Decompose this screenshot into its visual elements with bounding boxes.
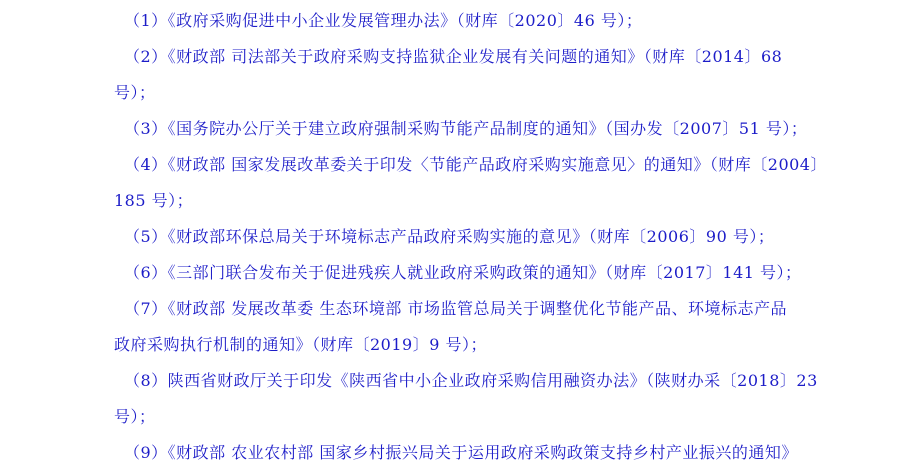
- document-line: 号）；: [114, 83, 156, 102]
- regulation-list: [114, 3, 827, 471]
- document-line: （3）《国务院办公厅关于建立政府强制采购节能产品制度的通知》（国办发〔2007〕51 号）；: [124, 119, 808, 138]
- document-line: （6）《三部门联合发布关于促进残疾人就业政府采购政策的通知》（财库〔2017〕141 号）；: [124, 263, 802, 282]
- document-line: （7）《财政部 发展改革委 生态环境部 市场监管总局关于调整优化节能产品、环境标志产品: [124, 299, 787, 318]
- document-line: （2）《财政部 司法部关于政府采购支持监狱企业发展有关问题的通知》（财库〔2014〕68: [124, 47, 783, 66]
- document-line: （8）陕西省财政厅关于印发《陕西省中小企业政府采购信用融资办法》（陕财办采〔2018〕23: [124, 371, 818, 390]
- document-line: 政府采购执行机制的通知》（财库〔2019〕9 号）；: [114, 335, 487, 354]
- document-line: （1）《政府采购促进中小企业发展管理办法》（财库〔2020〕46 号）；: [124, 11, 643, 30]
- document-line: 号）；: [114, 407, 156, 426]
- document-line: （9）《财政部 农业农村部 国家乡村振兴局关于运用政府采购政策支持乡村产业振兴的通知》: [124, 443, 798, 462]
- document-line: （5）《财政部环保总局关于环境标志产品政府采购实施的意见》（财库〔2006〕90 号）；: [124, 227, 775, 246]
- document-line: 185 号）；: [114, 191, 194, 210]
- document-line: （4）《财政部 国家发展改革委关于印发〈节能产品政府采购实施意见〉的通知》（财库〔2004〕: [124, 155, 827, 174]
